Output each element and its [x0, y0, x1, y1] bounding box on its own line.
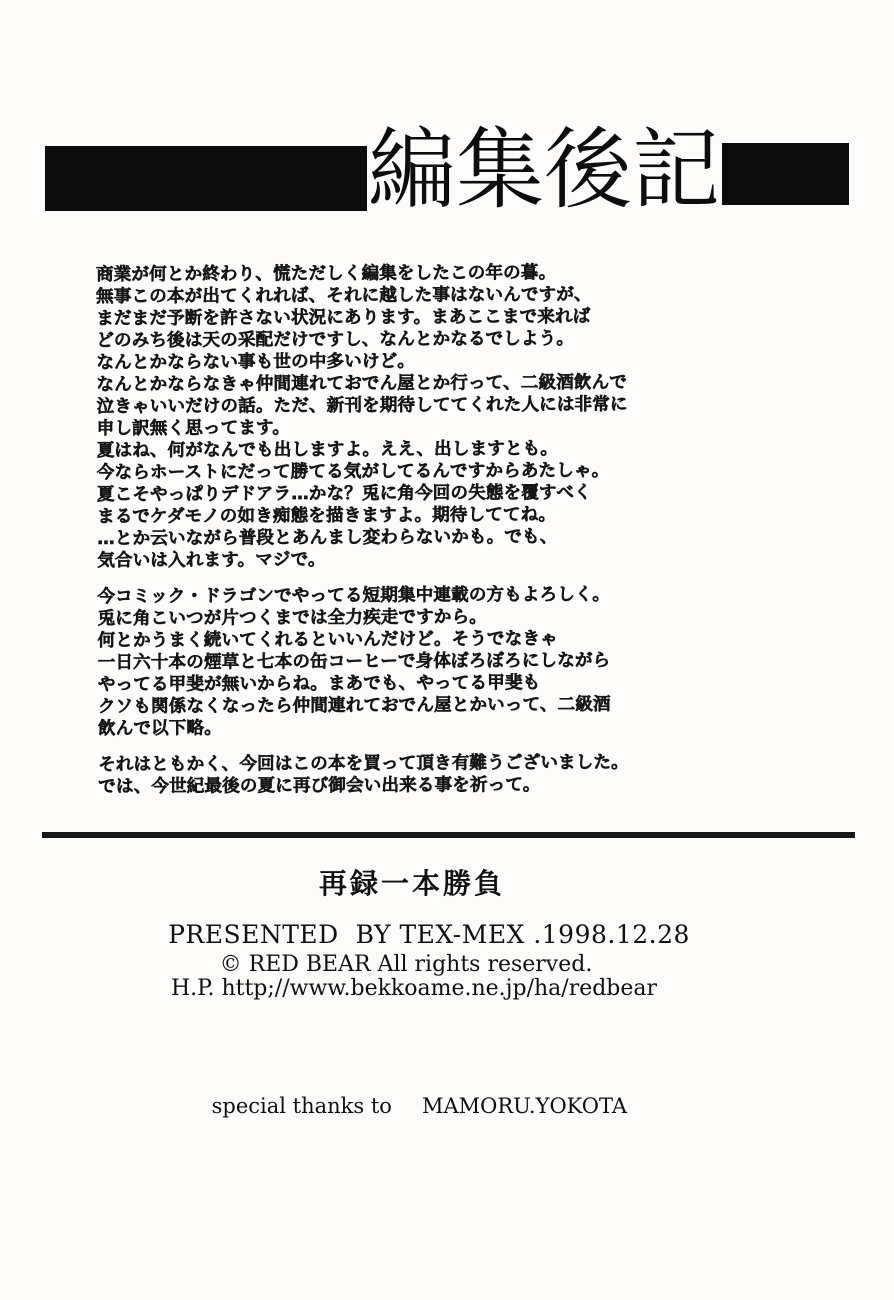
- body-line: 夏はね、何がなんでも出しますよ。ええ、出しますとも。: [96, 438, 559, 461]
- book-title: 再録一本勝負: [318, 867, 505, 900]
- copyright-line: © RED BEAR All rights reserved.: [219, 952, 593, 977]
- body-line: 兎に角こいつが片つくまでは全力疾走ですから。: [97, 607, 487, 629]
- body-line: 商業が何とか終わり、慌ただしく編集をしたこの年の暮。: [96, 262, 557, 285]
- afterword-paragraph-3: [98, 751, 678, 798]
- homepage-url-line: H.P. http;//www.bekkoame.ne.jp/ha/redbear: [170, 976, 658, 1001]
- afterword-paragraph-1: [96, 261, 677, 572]
- body-line: やってる甲斐が無いからね。まあでも、やってる甲斐も: [97, 673, 541, 695]
- page-title: 編集後記: [368, 118, 721, 221]
- body-line: 無事この本が出てくれれば、それに越した事はないんですが、: [96, 284, 592, 307]
- special-thanks-name: MAMORU.YOKOTA: [421, 1094, 628, 1118]
- body-line: 気合いは入れます。マジで。: [97, 550, 326, 571]
- body-line: まだまだ予断を許さない状況にあります。まあここまで来れば: [96, 306, 591, 329]
- body-line: それはともかく、今回はこの本を買って頂き有難うございました。: [98, 752, 629, 775]
- body-line: 一日六十本の煙草と七本の缶コーヒーで身体ぼろぼろにしながら: [97, 650, 611, 673]
- presented-by-line: PRESENTED BY TEX-MEX .1998.12.28: [168, 920, 690, 949]
- body-line: 申し訳無く思ってます。: [96, 418, 291, 439]
- body-line: なんとかならない事も世の中多いけど。: [96, 351, 416, 373]
- divider-rule: [42, 832, 855, 838]
- body-line: …とか云いながら普段とあんまし変わらないかも。でも、: [97, 526, 558, 549]
- body-line: どのみち後は天の采配だけですし、なんとかなるでしよう。: [96, 328, 575, 351]
- body-line: 今ならホーストにだって勝てる気がしてるんですからあたしゃ。: [96, 460, 610, 483]
- body-line: まるでケダモノの如き痴態を描きますよ。期待しててね。: [97, 504, 557, 527]
- body-line: なんとかならなきゃ仲間連れておでん屋とか行って、二級酒飲んで: [96, 372, 628, 395]
- body-line: では、今世紀最後の夏に再び御会い出来る事を祈って。: [98, 775, 541, 797]
- body-line: 今コミック・ドラゴンでやってる短期集中連載の方もよろしく。: [97, 584, 611, 607]
- afterword-paragraph-2: [97, 583, 678, 740]
- body-line: 泣きゃいいだけの話。ただ、新刊を期待しててくれた人には非常に: [96, 394, 628, 417]
- body-line: 飲んで以下略。: [97, 718, 222, 739]
- header-left-black-bar: [45, 146, 367, 211]
- afterword-text: [96, 261, 678, 798]
- special-thanks-line: [0, 1070, 812, 1142]
- special-thanks-label: special thanks to: [211, 1094, 392, 1118]
- header-right-black-bar: [722, 143, 849, 205]
- body-line: 夏こそやっぱりデドアラ…かな？兎に角今回の失態を覆すべく: [96, 482, 592, 505]
- body-line: 何とかうまく続いてくれるといいんだけど。そうでなきゃ: [97, 628, 558, 651]
- body-line: クソも関係なくなったら仲間連れておでん屋とかいって、二級酒: [97, 694, 611, 717]
